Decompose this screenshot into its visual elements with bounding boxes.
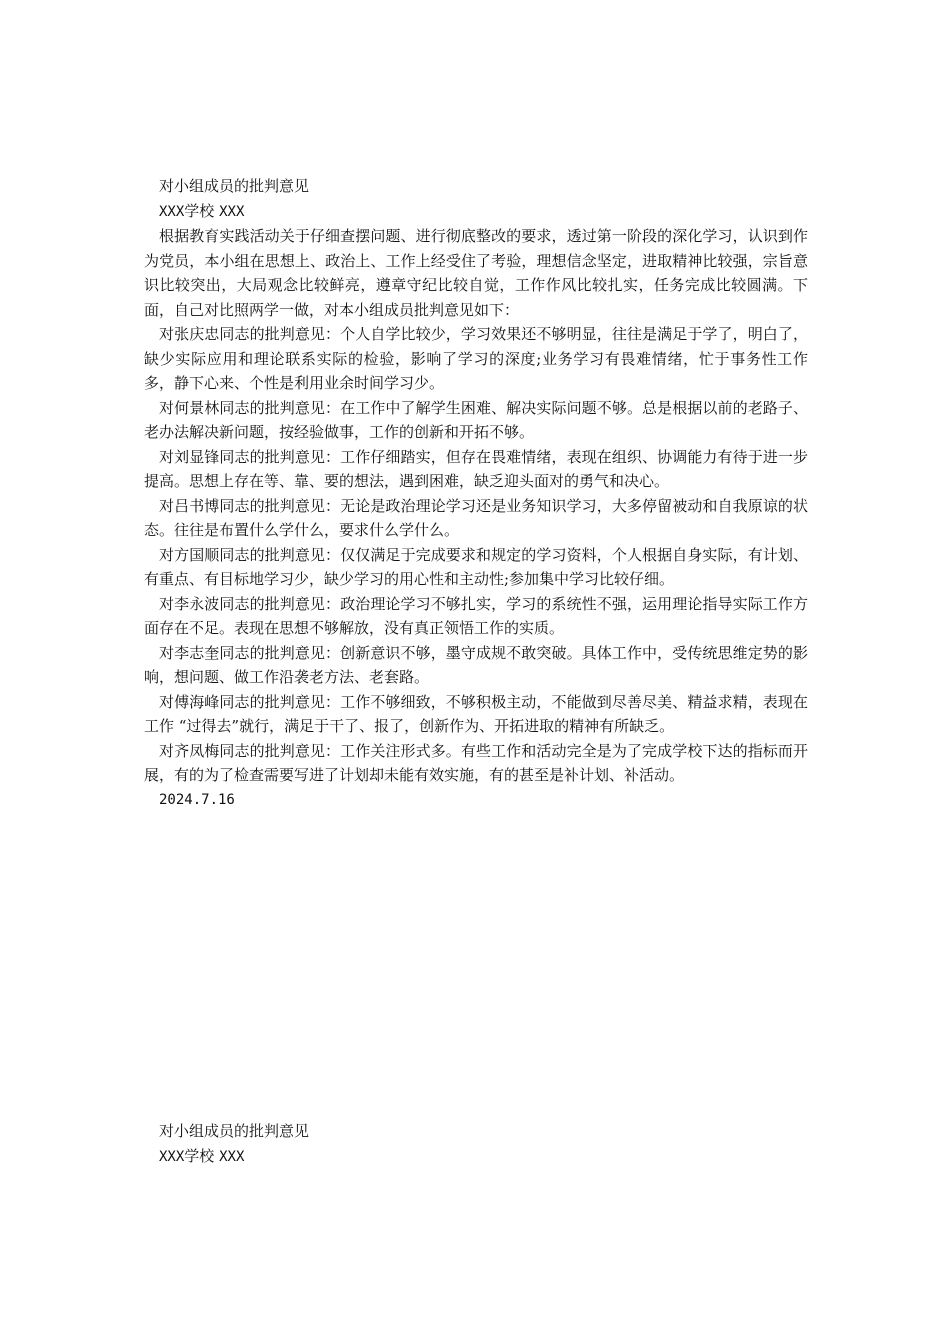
document-title: 对小组成员的批判意见 xyxy=(159,177,310,195)
school-code: XXX xyxy=(159,1148,185,1165)
author-name: XXX xyxy=(219,1148,245,1165)
critique-paragraph: 对李永波同志的批判意见：政治理论学习不够扎实，学习的系统性不强，运用理论指导实际工作方面存在不足。表现在思想不够解放，没有真正领悟工作的实质。 xyxy=(144,594,808,637)
critique-paragraph: 对何景林同志的批判意见：在工作中了解学生困难、解决实际问题不够。总是根据以前的老路子、老办法解决新问题，按经验做事，工作的创新和开拓不够。 xyxy=(144,398,808,441)
author-line-repeat xyxy=(144,1144,808,1170)
document-date: 2024.7.16 xyxy=(159,791,235,808)
school-suffix: 学校 xyxy=(184,1146,215,1165)
critique-paragraph: 对吕书博同志的批判意见：无论是政治理论学习还是业务知识学习，大多停留被动和自我原谅的状态。往往是布置什么学什么，要求什么学什么。 xyxy=(144,496,808,539)
critique-paragraph: 对方国顺同志的批判意见：仅仅满足于完成要求和规定的学习资料，个人根据自身实际，有计划、有重点、有目标地学习少，缺少学习的用心性和主动性;参加集中学习比较仔细。 xyxy=(144,545,808,588)
critique-paragraph: 对傅海峰同志的批判意见：工作不够细致，不够积极主动，不能做到尽善尽美、精益求精，表现在工作 “过得去”就行，满足于干了、报了，创新作为、开拓进取的精神有所缺乏。 xyxy=(144,692,808,735)
author-line xyxy=(144,199,808,225)
school-suffix: 学校 xyxy=(184,201,215,220)
document-section-2 xyxy=(144,1119,808,1169)
critique-paragraph: 对李志奎同志的批判意见：创新意识不够，墨守成规不敢突破。具体工作中，受传统思维定势的影响，想问题、做工作沿袭老方法、老套路。 xyxy=(144,643,808,686)
critique-paragraph: 对张庆忠同志的批判意见：个人自学比较少，学习效果还不够明显，往往是满足于学了，明白了，缺少实际应用和理论联系实际的检验，影响了学习的深度;业务学习有畏难情绪，忙于事务性工作多，静下心来、个性是利用业余时间学习少。 xyxy=(144,325,808,392)
critique-paragraph: 对刘显锋同志的批判意见：工作仔细踏实，但存在畏难情绪，表现在组织、协调能力有待于进一步提高。思想上存在等、靠、要的想法，遇到困难，缺乏迎头面对的勇气和决心。 xyxy=(144,447,808,490)
document-title-repeat: 对小组成员的批判意见 xyxy=(159,1122,310,1140)
school-code: XXX xyxy=(159,203,185,220)
document-section-1 xyxy=(144,174,808,812)
intro-paragraph: 根据教育实践活动关于仔细查摆问题、进行彻底整改的要求，透过第一阶段的深化学习，认识到作为党员，本小组在思想上、政治上、工作上经受住了考验，理想信念坚定，进取精神比较强，宗旨意识比较突出，大局观念比较鲜亮，遵章守纪比较自觉，工作作风比较扎实，任务完成比较圆满。下面，自己对比照两学一做，对本小组成员批判意见如下： xyxy=(144,227,808,319)
critique-paragraph: 对齐凤梅同志的批判意见：工作关注形式多。有些工作和活动完全是为了完成学校下达的指标而开展，有的为了检查需要写进了计划却未能有效实施，有的甚至是补计划、补活动。 xyxy=(144,741,808,784)
author-name: XXX xyxy=(219,203,245,220)
